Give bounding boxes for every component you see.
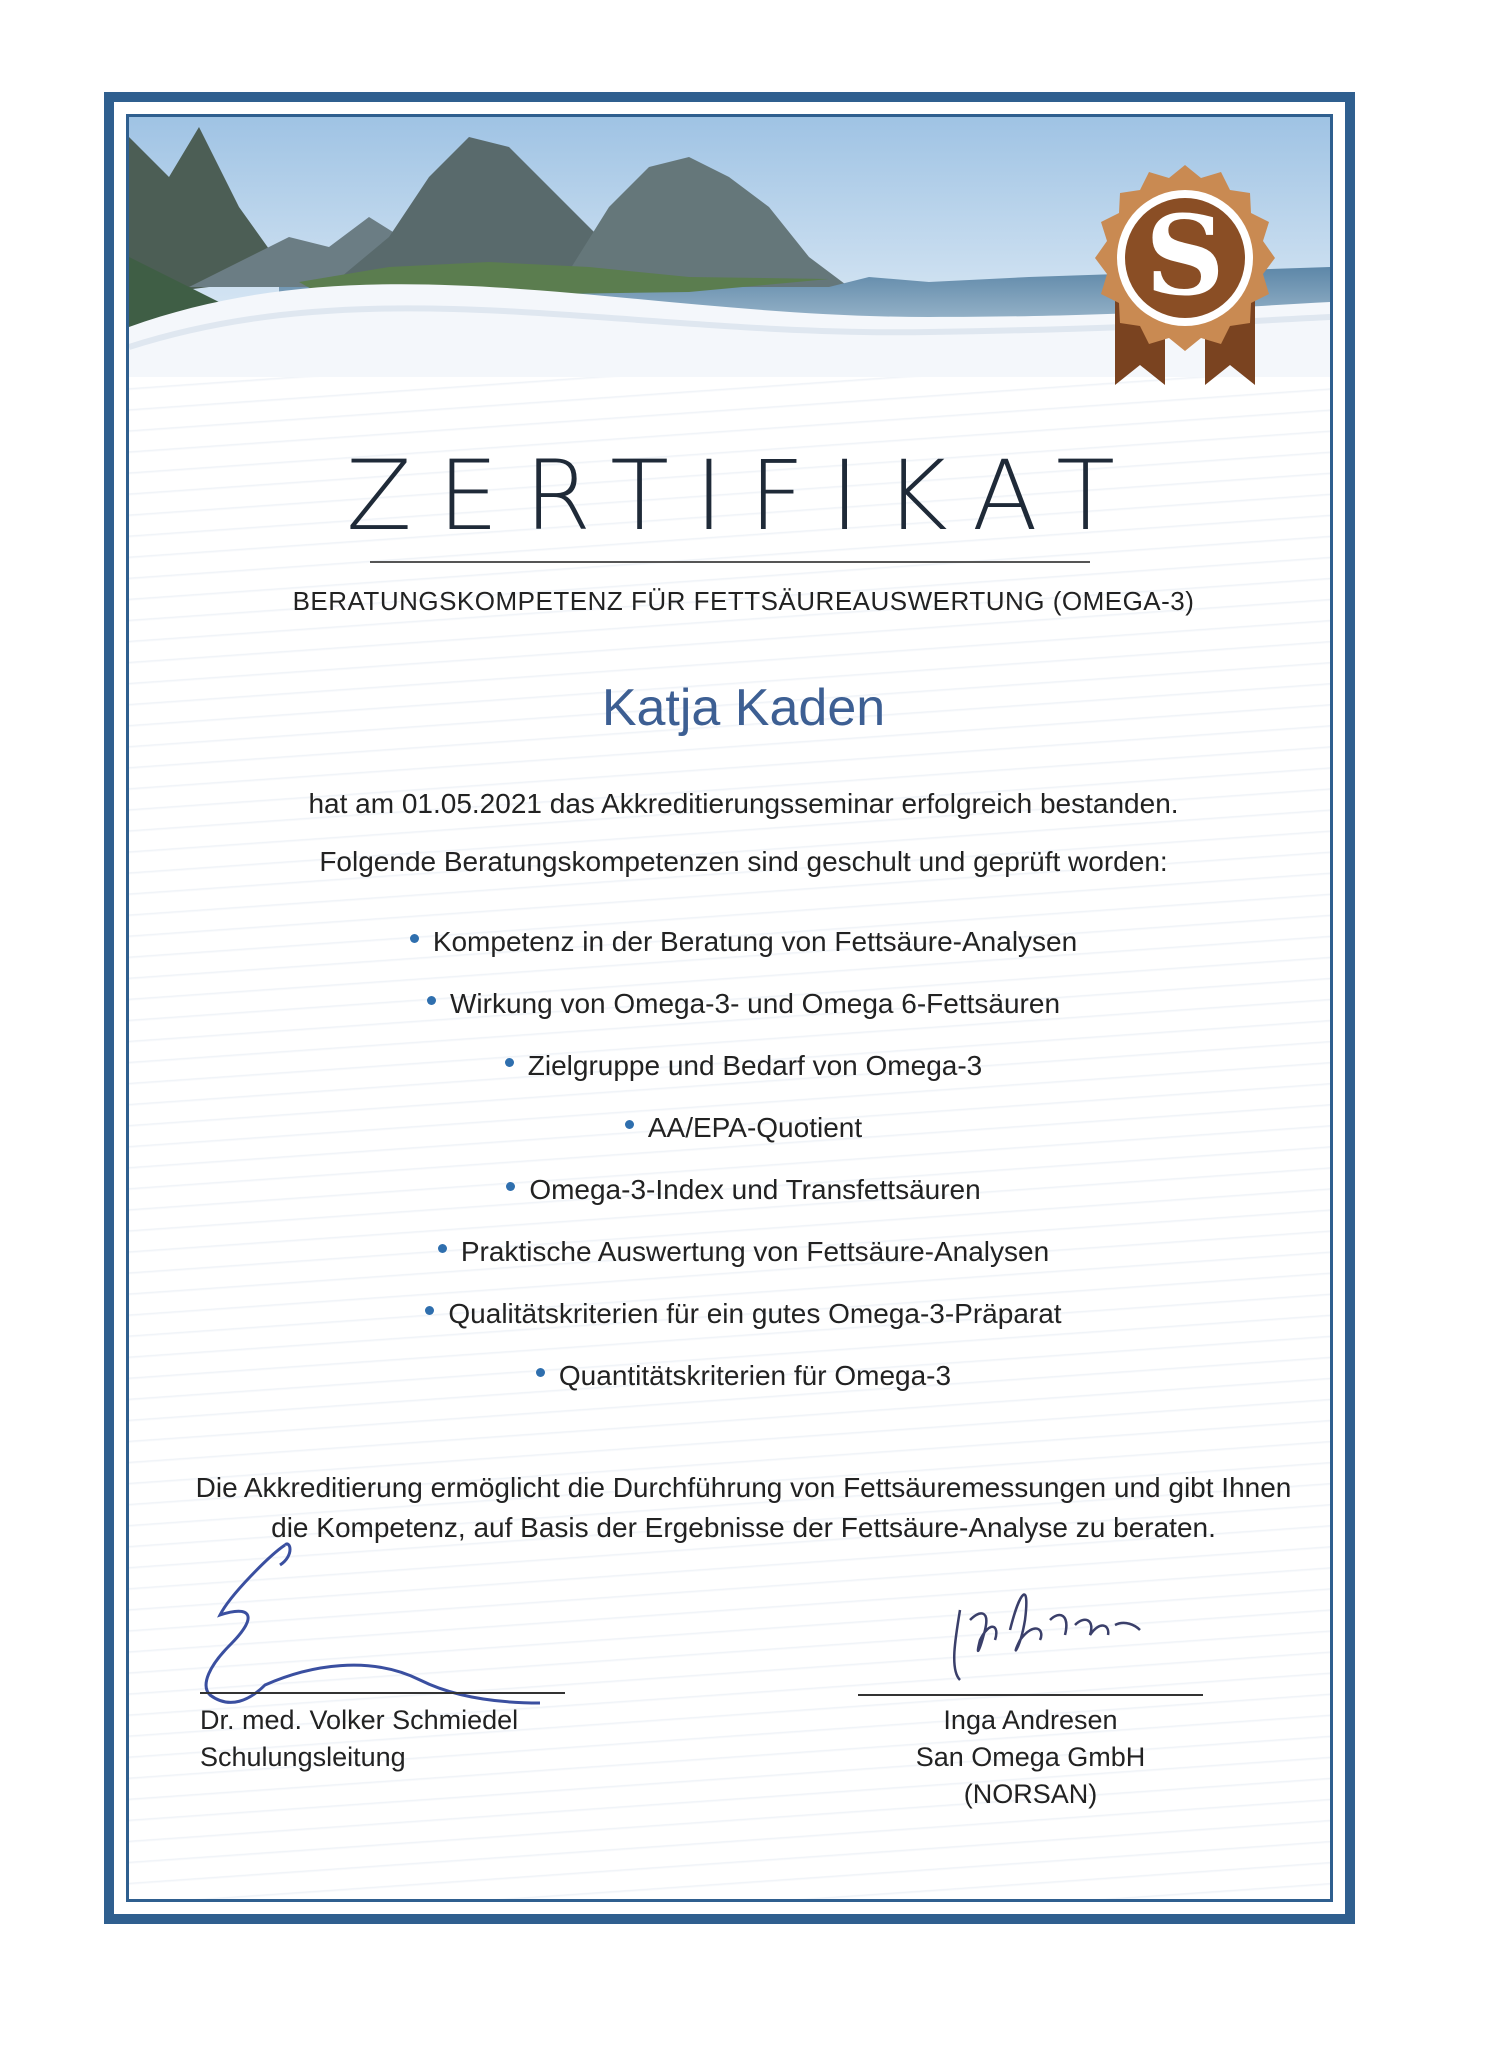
signature-block-right (858, 1702, 1203, 1813)
list-item (0, 980, 1487, 1042)
recipient-name: Katja Kaden (601, 679, 886, 737)
passed-statement: hat am 01.05.2021 das Akkreditierungsseminar erfolgreich bestanden. (308, 788, 1179, 819)
signature-block-left (200, 1702, 518, 1776)
certificate-title: ZERTIFIKAT (346, 440, 1141, 552)
competency-label: Wirkung von Omega-3- und Omega 6-Fettsäuren (449, 988, 1061, 1019)
competency-label: Qualitätskriterien für ein gutes Omega-3-Präparat (448, 1298, 1062, 1329)
list-item (0, 1228, 1487, 1290)
signature-line-right (858, 1694, 1203, 1696)
title-divider (370, 561, 1090, 563)
list-item (0, 1166, 1487, 1228)
list-item (0, 1352, 1487, 1414)
competencies-intro: Folgende Beratungskompetenzen sind geschult und geprüft worden: (319, 846, 1168, 877)
bullet-dot-icon (427, 996, 436, 1005)
signature-line-left (200, 1692, 565, 1694)
bullet-dot-icon (505, 1058, 514, 1067)
s-seal-logo-icon (1085, 160, 1285, 390)
list-item (0, 918, 1487, 980)
competency-label: Quantitätskriterien für Omega-3 (558, 1360, 952, 1391)
competency-label: AA/EPA-Quotient (647, 1112, 863, 1143)
bullet-dot-icon (425, 1306, 434, 1315)
signature-scribble-right (950, 1580, 1150, 1690)
bullet-dot-icon (536, 1368, 545, 1377)
competency-label: Zielgruppe und Bedarf von Omega-3 (527, 1050, 983, 1081)
competency-label: Kompetenz in der Beratung von Fettsäure-Analysen (432, 926, 1078, 957)
certificate-subtitle: BERATUNGSKOMPETENZ FÜR FETTSÄUREAUSWERTUNG (OMEGA-3) (292, 586, 1195, 616)
signer-role: Schulungsleitung (200, 1742, 406, 1772)
signer-name: Inga Andresen (943, 1705, 1118, 1735)
competency-label: Praktische Auswertung von Fettsäure-Analysen (460, 1236, 1050, 1267)
bullet-dot-icon (438, 1244, 447, 1253)
signer-name: Dr. med. Volker Schmiedel (200, 1705, 519, 1735)
competency-label: Omega-3-Index und Transfettsäuren (529, 1174, 981, 1205)
closing-line: Die Akkreditierung ermöglicht die Durchführung von Fettsäuremessungen und gibt Ihnen (195, 1472, 1292, 1503)
list-item (0, 1042, 1487, 1104)
bullet-dot-icon (410, 934, 419, 943)
closing-line: die Kompetenz, auf Basis der Ergebnisse der Fettsäure-Analyse zu beraten. (271, 1512, 1216, 1543)
bullet-dot-icon (625, 1120, 634, 1129)
bullet-dot-icon (506, 1182, 515, 1191)
signer-role: San Omega GmbH (NORSAN) (915, 1742, 1146, 1809)
list-item (0, 1104, 1487, 1166)
svg-text:S: S (1145, 191, 1225, 320)
list-item (0, 1290, 1487, 1352)
competency-list (0, 918, 1487, 1414)
